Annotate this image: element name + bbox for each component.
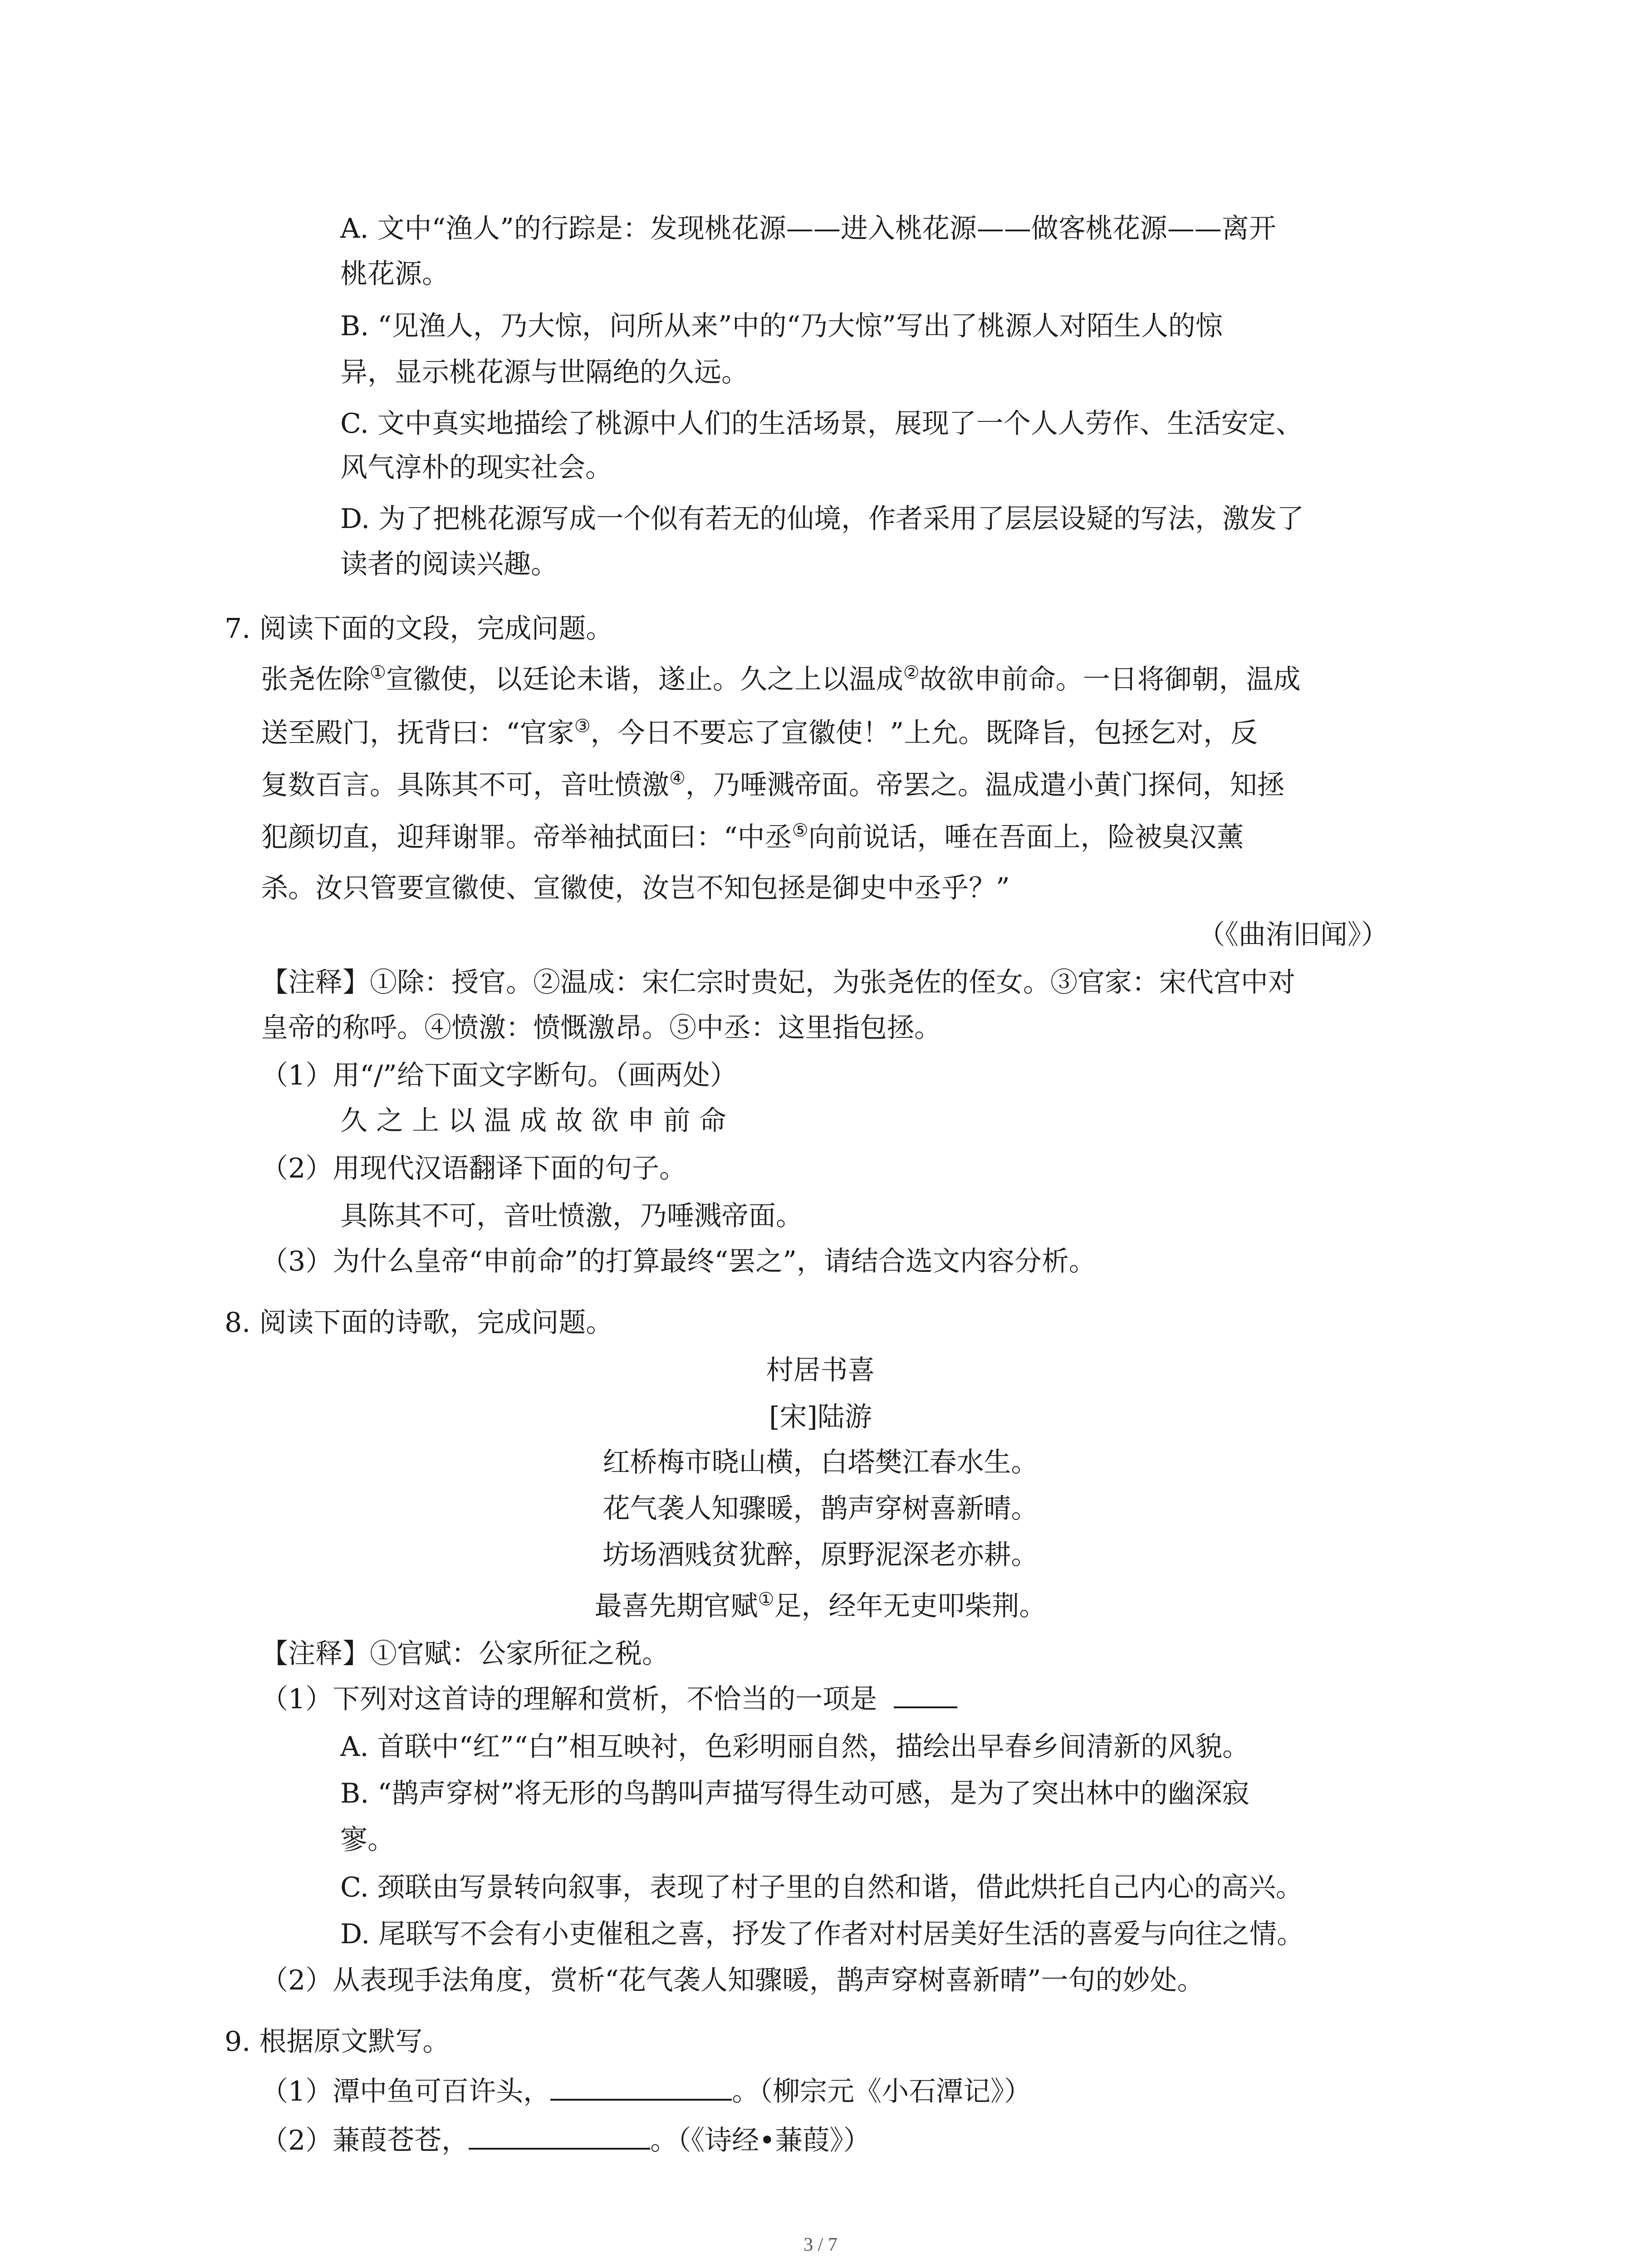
q7-footnote-marker: ④ [669,768,686,789]
q7-footnote-marker: ⑤ [792,820,808,841]
q8-subquestion-2: （2）从表现手法角度，赏析“花气袭人知骤暖，鹊声穿树喜新晴”一句的妙处。 [261,1965,1205,1996]
q7-footnote-marker: ③ [574,716,591,737]
q7-text: 犯颜切直，迎拜谢罪。帝举袖拭面曰：“中丞 [261,821,792,853]
page-number: 3 / 7 [803,2234,838,2255]
poem-text: 最喜先期官赋 [594,1590,758,1622]
q7-subquestion-1: （1）用“/”给下面文字断句。（画两处） [261,1060,737,1091]
q6-option-a-line2: 桃花源。 [340,258,449,290]
q6-option-b-line1: B. “见渔人，乃大惊，问所从来”中的“乃大惊”写出了桃源人对陌生人的惊 [340,310,1223,342]
q6-option-d-line2: 读者的阅读兴趣。 [340,548,558,580]
answer-blank[interactable] [469,2125,650,2150]
q8-option-b-line2: 寥。 [340,1824,395,1856]
q8-option-a: A. 首联中“红”“白”相互映衬，色彩明丽自然，描绘出早春乡间清新的风貌。 [340,1731,1250,1763]
q6-option-c-line2: 风气淳朴的现实社会。 [340,452,612,484]
answer-blank[interactable] [894,1684,957,1708]
q8-option-b-line1: B. “鹊声穿树”将无形的鸟鹊叫声描写得生动可感，是为了突出林中的幽深寂 [340,1778,1249,1809]
poem-line-4 [0,1590,1641,1623]
q8-notes: 【注释】①官赋：公家所征之税。 [261,1638,669,1670]
q7-text: 复数百言。具陈其不可，音吐愤激 [261,769,669,801]
q7-text: 向前说话，唾在吾面上，险被臭汉薰 [808,821,1244,853]
poem-line-3: 坊场酒贱贫犹醉，原野泥深老亦耕。 [603,1539,1038,1571]
q7-title: 7. 阅读下面的文段，完成问题。 [225,613,613,645]
q7-text: ，乃唾溅帝面。帝罢之。温成遣小黄门探伺，知拯 [685,769,1284,801]
q8-subquestion-1 [261,1683,957,1716]
q9-item-1-prefix: （1）潭中鱼可百许头， [261,2076,551,2107]
answer-blank[interactable] [550,2076,732,2101]
q7-passage-line2 [261,717,1258,749]
poem-line-1: 红桥梅市晓山横，白塔樊江春水生。 [603,1447,1038,1478]
q7-text: ，今日不要忘了宣徽使！”上允。既降旨，包拯乞对，反 [590,717,1258,749]
q7-passage-line4 [261,821,1244,854]
poem-line-2: 花气袭人知骤暖，鹊声穿树喜新晴。 [603,1493,1038,1525]
q9-title: 9. 根据原文默写。 [225,2026,450,2058]
poem-author: [宋]陆游 [769,1401,872,1433]
q7-text: 送至殿门，抚背曰：“官家 [261,717,574,749]
q9-item-2-prefix: （2）蒹葭苍苍， [261,2125,469,2156]
q7-subquestion-3: （3）为什么皇帝“申前命”的打算最终“罢之”，请结合选文内容分析。 [261,1246,1096,1277]
q7-passage-line1 [261,663,1301,696]
q9-item-1-suffix: 。（柳宗元《小石潭记》） [732,2076,1032,2107]
q7-source: （《曲洧旧闻》） [1198,919,1388,951]
q7-passage-line5: 杀。汝只管要宣徽使、宣徽使，汝岂不知包拯是御史中丞乎？” [261,872,1010,904]
poem-title: 村居书喜 [766,1354,875,1386]
q6-option-a-line1: A. 文中“渔人”的行踪是：发现桃花源——进入桃花源——做客桃花源——离开 [340,213,1276,244]
q7-text: 张尧佐除 [261,664,370,695]
poem-footnote-marker: ① [758,1589,774,1610]
q7-text: 故欲申前命。一日将御朝，温成 [919,664,1301,695]
q8-option-d: D. 尾联写不会有小吏催租之喜，抒发了作者对村居美好生活的喜爱与向往之情。 [340,1918,1304,1950]
q7-subquestion-2: （2）用现代汉语翻译下面的句子。 [261,1153,687,1184]
q6-option-c-line1: C. 文中真实地描绘了桃源中人们的生活场景，展现了一个人人劳作、生活安定、 [340,408,1303,440]
q7-notes-line2: 皇帝的称呼。④愤激：愤慨激昂。⑤中丞：这里指包拯。 [261,1012,941,1044]
q8-option-c: C. 颈联由写景转向叙事，表现了村子里的自然和谐，借此烘托自己内心的高兴。 [340,1872,1303,1903]
q7-text: 宣徽使，以廷论未谐，遂止。久之上以温成 [386,664,903,695]
q7-subquestion-1-text: 久 之 上 以 温 成 故 欲 申 前 命 [340,1105,726,1137]
q8-subquestion-1-text: （1）下列对这首诗的理解和赏析，不恰当的一项是 [261,1683,877,1715]
q8-title: 8. 阅读下面的诗歌，完成问题。 [225,1307,613,1339]
q9-item-2 [261,2124,871,2157]
q9-item-2-suffix: 。（《诗经•蒹葭》） [650,2125,871,2156]
q7-notes-line1: 【注释】①除：授官。②温成：宋仁宗时贵妃，为张尧佐的侄女。③官家：宋代宫中对 [261,967,1295,998]
q6-option-d-line1: D. 为了把桃花源写成一个似有若无的仙境，作者采用了层层设疑的写法，激发了 [340,503,1304,535]
q7-subquestion-2-text: 具陈其不可，音吐愤激，乃唾溅帝面。 [340,1200,803,1232]
q9-item-1 [261,2075,1031,2108]
q7-footnote-marker: ① [370,662,386,683]
poem-text: 足，经年无吏叩柴荆。 [774,1590,1047,1622]
q7-footnote-marker: ② [903,662,920,683]
q6-option-b-line2: 异，显示桃花源与世隔绝的久远。 [340,357,749,388]
q7-passage-line3 [261,769,1284,802]
